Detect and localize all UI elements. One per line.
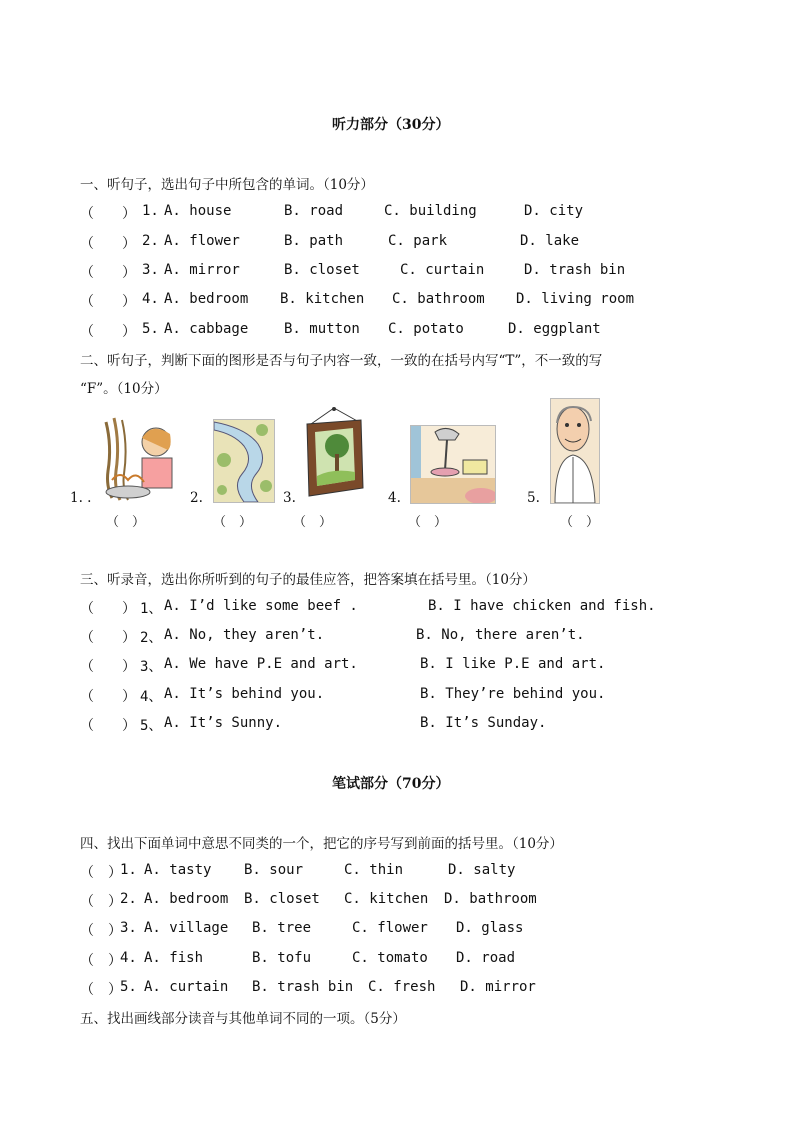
option-c: C. kitchen	[344, 891, 429, 907]
old-man-picture	[550, 398, 600, 504]
item-number: 1.	[142, 203, 159, 219]
answer-paren[interactable]: （ ）	[80, 953, 122, 969]
answer-paren[interactable]: （ ）	[293, 515, 333, 530]
option-d: D. lake	[520, 233, 580, 249]
option-b: B. closet	[284, 262, 360, 278]
answer-paren[interactable]: （ ）	[80, 324, 136, 340]
picture-number: 4.	[388, 490, 401, 506]
item-number: 3、	[140, 659, 163, 675]
option-b: B. It’s Sunday.	[420, 715, 547, 731]
option-b: B. I like P.E and art.	[420, 656, 606, 672]
option-b: B. kitchen	[280, 291, 365, 307]
part3-heading: 三、听录音，选出你所听到的句子的最佳应答，把答案填在括号里。（10分）	[80, 572, 536, 588]
option-a: A. bedroom	[164, 291, 249, 307]
hanging-painting-picture	[303, 406, 365, 502]
option-d: D. living room	[516, 291, 635, 307]
option-a: A. bedroom	[144, 891, 229, 907]
option-b: B. road	[284, 203, 344, 219]
picture-number: 1. .	[70, 490, 92, 506]
option-a: A. flower	[164, 233, 240, 249]
option-a: A. It’s Sunny.	[164, 715, 283, 731]
desk-lamp-picture	[410, 425, 496, 504]
option-a: A. It’s behind you.	[164, 686, 325, 702]
part1-heading: 一、听句子，选出句子中所包含的单词。（10分）	[80, 177, 374, 193]
option-d: D. eggplant	[508, 321, 601, 337]
option-a: A. curtain	[144, 979, 229, 995]
answer-paren[interactable]: （ ）	[213, 515, 253, 530]
answer-paren[interactable]: （ ）	[80, 659, 136, 675]
option-a: A. tasty	[144, 862, 212, 878]
option-c: C. fresh	[368, 979, 436, 995]
option-c: C. building	[384, 203, 477, 219]
answer-paren[interactable]: （ ）	[80, 206, 136, 222]
option-b: B. closet	[244, 891, 320, 907]
option-b: B. No, there aren’t.	[416, 627, 585, 643]
part2-heading: 二、听句子，判断下面的图形是否与句子内容一致，一致的在括号内写“T”，不一致的写	[80, 353, 603, 369]
option-c: C. potato	[388, 321, 464, 337]
item-number: 3.	[142, 262, 159, 278]
picture-number: 5.	[527, 490, 540, 506]
option-b: B. path	[284, 233, 344, 249]
item-number: 2.	[142, 233, 159, 249]
item-number: 1.	[120, 862, 137, 878]
option-b: B. tofu	[252, 950, 312, 966]
answer-paren[interactable]: （ ）	[106, 515, 146, 530]
answer-paren[interactable]: （ ）	[408, 515, 448, 530]
item-number: 2、	[140, 630, 163, 646]
option-b: B. They’re behind you.	[420, 686, 606, 702]
option-a: A. We have P.E and art.	[164, 656, 358, 672]
item-number: 4.	[142, 291, 159, 307]
option-a: A. cabbage	[164, 321, 249, 337]
option-d: D. glass	[456, 920, 524, 936]
option-d: D. mirror	[460, 979, 536, 995]
option-c: C. thin	[344, 862, 404, 878]
answer-paren[interactable]: （ ）	[80, 865, 122, 881]
part5-heading: 五、找出画线部分读音与其他单词不同的一项。（5分）	[80, 1011, 406, 1027]
answer-paren[interactable]: （ ）	[80, 630, 136, 646]
item-number: 2.	[120, 891, 137, 907]
answer-paren[interactable]: （ ）	[80, 982, 122, 998]
item-number: 1、	[140, 601, 163, 617]
option-a: A. fish	[144, 950, 204, 966]
option-b: B. tree	[252, 920, 312, 936]
option-a: A. No, they aren’t.	[164, 627, 325, 643]
option-d: D. road	[456, 950, 516, 966]
answer-paren[interactable]: （ ）	[80, 601, 136, 617]
listening-title: 听力部分（30分）	[332, 117, 450, 133]
item-number: 4.	[120, 950, 137, 966]
option-d: D. trash bin	[524, 262, 626, 278]
writing-title: 笔试部分（70分）	[332, 776, 450, 792]
option-c: C. flower	[352, 920, 428, 936]
item-number: 5、	[140, 718, 163, 734]
item-number: 3.	[120, 920, 137, 936]
item-number: 4、	[140, 689, 163, 705]
option-b: B. trash bin	[252, 979, 354, 995]
option-b: B. mutton	[284, 321, 360, 337]
item-number: 5.	[142, 321, 159, 337]
option-b: B. I have chicken and fish.	[428, 598, 656, 614]
item-number: 5.	[120, 979, 137, 995]
part4-heading: 四、找出下面单词中意思不同类的一个，把它的序号写到前面的括号里。（10分）	[80, 836, 563, 852]
part2-heading-line2: “F”。（10分）	[80, 381, 168, 397]
answer-paren[interactable]: （ ）	[80, 718, 136, 734]
option-d: D. city	[524, 203, 584, 219]
answer-paren[interactable]: （ ）	[80, 236, 136, 252]
option-c: C. tomato	[352, 950, 428, 966]
answer-paren[interactable]: （ ）	[80, 923, 122, 939]
answer-paren[interactable]: （ ）	[560, 515, 600, 530]
answer-paren[interactable]: （ ）	[80, 294, 136, 310]
option-a: A. village	[144, 920, 229, 936]
option-c: C. park	[388, 233, 448, 249]
river-path-picture	[213, 419, 275, 503]
answer-paren[interactable]: （ ）	[80, 689, 136, 705]
option-b: B. sour	[244, 862, 304, 878]
option-a: A. I’d like some beef .	[164, 598, 358, 614]
option-d: D. bathroom	[444, 891, 537, 907]
picture-number: 2.	[190, 490, 203, 506]
picture-number: 3.	[283, 490, 296, 506]
girl-cooking-picture	[102, 416, 178, 502]
option-a: A. house	[164, 203, 232, 219]
option-c: C. curtain	[400, 262, 485, 278]
option-c: C. bathroom	[392, 291, 485, 307]
answer-paren[interactable]: （ ）	[80, 265, 136, 281]
option-a: A. mirror	[164, 262, 240, 278]
option-d: D. salty	[448, 862, 516, 878]
answer-paren[interactable]: （ ）	[80, 894, 122, 910]
